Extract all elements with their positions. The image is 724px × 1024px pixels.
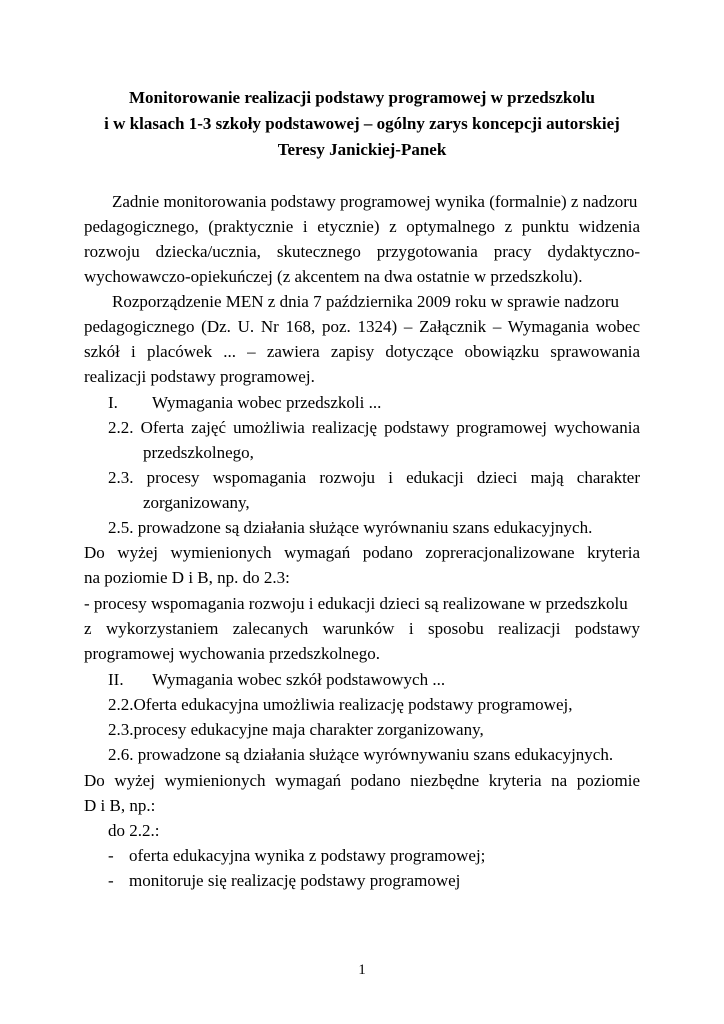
list-item-2-3-cont: zorganizowany,	[143, 493, 250, 512]
list-item-2-2: 2.2.Oferta edukacyjna umożliwia realizację podstawy programowej,	[108, 695, 573, 714]
page-number: 1	[358, 962, 366, 978]
list-item-2-3: 2.3. procesy wspomagania rozwoju i edukacji dzieci mają charakter	[108, 468, 640, 487]
list-item-2-6: 2.6. prowadzone są działania służące wyrównywaniu szans edukacyjnych.	[108, 745, 614, 764]
title-author: Teresy Janickiej-Panek	[277, 140, 447, 159]
section-heading-1: Wymagania wobec przedszkoli ...	[152, 393, 382, 412]
criteria-line: Do wyżej wymienionych wymagań podano niezbędne kryteria na poziomie	[84, 771, 640, 790]
paragraph-1-line: Zadnie monitorowania podstawy programowej wynika (formalnie) z nadzoru	[112, 192, 638, 211]
bullet-dash: -	[108, 846, 114, 865]
paragraph-1-line: wychowawczo-opiekuńczej (z akcentem na dwa ostatnie w przedszkolu).	[84, 267, 583, 286]
section-heading-2: Wymagania wobec szkół podstawowych ...	[152, 670, 446, 689]
criteria-line: - procesy wspomagania rozwoju i edukacji dzieci są realizowane w przedszkolu	[84, 594, 628, 613]
list-item-2-2-cont: przedszkolnego,	[143, 443, 254, 462]
list-item-2-3: 2.3.procesy edukacyjne maja charakter zorganizowany,	[108, 720, 484, 739]
bullet-dash: -	[108, 871, 114, 890]
paragraph-2-line: szkół i placówek ... – zawiera zapisy dotyczące obowiązku sprawowania	[84, 342, 640, 361]
criteria-line: z wykorzystaniem zalecanych warunków i sposobu realizacji podstawy	[84, 619, 640, 638]
criteria-line: Do wyżej wymienionych wymagań podano zopreracjonalizowane kryteria	[84, 543, 640, 562]
section-numeral-2: II.	[108, 670, 124, 689]
criteria-heading: do 2.2.:	[108, 821, 160, 840]
title-line-1: Monitorowanie realizacji podstawy programowej w przedszkolu	[128, 88, 596, 107]
list-item-2-5: 2.5. prowadzone są działania służące wyrównaniu szans edukacyjnych.	[108, 518, 593, 537]
paragraph-1-line: rozwoju dziecka/ucznia, skutecznego przygotowania pracy dydaktyczno-	[84, 242, 640, 261]
criteria-line: D i B, np.:	[84, 796, 156, 815]
title-line-2: i w klasach 1-3 szkoły podstawowej – ogólny zarys koncepcji autorskiej	[104, 114, 620, 133]
paragraph-2-line: realizacji podstawy programowej.	[84, 367, 315, 386]
paragraph-2-line: pedagogicznego (Dz. U. Nr 168, poz. 1324) – Załącznik – Wymagania wobec	[84, 317, 640, 336]
criteria-line: na poziomie D i B, np. do 2.3:	[84, 568, 290, 587]
bullet-item: monitoruje się realizację podstawy programowej	[129, 871, 461, 890]
list-item-2-2: 2.2. Oferta zajęć umożliwia realizację podstawy programowej wychowania	[108, 418, 640, 437]
paragraph-1-line: pedagogicznego, (praktycznie i etycznie) z optymalnego z punktu widzenia	[84, 217, 640, 236]
bullet-item: oferta edukacyjna wynika z podstawy programowej;	[129, 846, 486, 865]
criteria-line: programowej wychowania przedszkolnego.	[84, 644, 380, 663]
paragraph-2-line: Rozporządzenie MEN z dnia 7 października 2009 roku w sprawie nadzoru	[112, 292, 619, 311]
section-numeral-1: I.	[108, 393, 118, 412]
